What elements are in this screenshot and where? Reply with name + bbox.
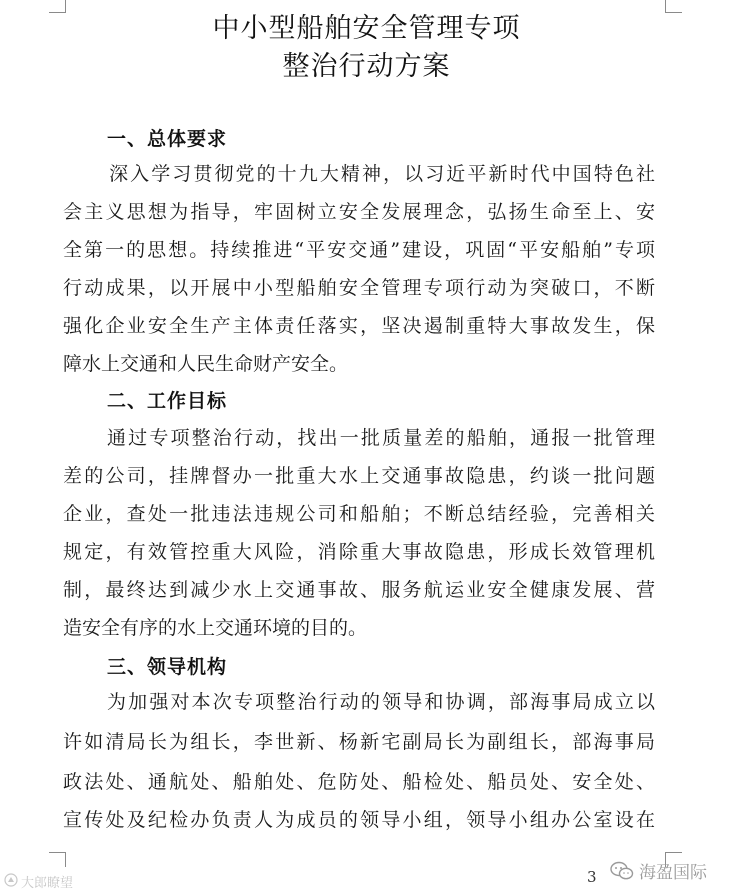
watermark-left xyxy=(4,872,73,891)
watermark-right-text: 海盈国际 xyxy=(639,863,707,883)
paragraph-line: 障水上交通和人民生命财产安全。 xyxy=(63,353,349,375)
paragraph-line: 全第一的思想。持续推进“平安交通”建设，巩固“平安船舶”专项 xyxy=(63,239,655,261)
page-number: 3 xyxy=(587,868,597,886)
watermark-left-icon xyxy=(4,873,18,891)
paragraph-line: 企业，查处一批违法违规公司和船舶；不断总结经验，完善相关 xyxy=(63,503,655,525)
watermark-left-text: 大郎瞭望 xyxy=(21,876,74,891)
document-title-line-2: 整治行动方案 xyxy=(282,51,451,82)
watermark-right xyxy=(610,858,707,883)
section-heading-2: 二、工作目标 xyxy=(107,390,228,412)
paragraph-line: 差的公司，挂牌督办一批重大水上交通事故隐患，约谈一批问题 xyxy=(63,465,655,487)
section-heading-3: 三、领导机构 xyxy=(107,656,228,678)
paragraph-line: 深入学习贯彻党的十九大精神，以习近平新时代中国特色社 xyxy=(107,163,655,185)
paragraph-line: 宣传处及纪检办负责人为成员的领导小组，领导小组办公室设在 xyxy=(63,809,655,831)
document-title-line-1: 中小型船舶安全管理专项 xyxy=(212,13,521,44)
crop-mark-bottom-left xyxy=(49,852,66,867)
paragraph-line: 规定，有效管控重大风险，消除重大事故隐患，形成长效管理机 xyxy=(63,541,655,563)
section-heading-1: 一、总体要求 xyxy=(107,128,228,150)
paragraph-line: 为加强对本次专项整治行动的领导和协调，部海事局成立以 xyxy=(107,691,655,713)
paragraph-line: 行动成果，以开展中小型船舶安全管理专项行动为突破口，不断 xyxy=(63,277,655,299)
paragraph-line: 政法处、通航处、船舶处、危防处、船检处、船员处、安全处、 xyxy=(63,771,655,793)
paragraph-line: 造安全有序的水上交通环境的目的。 xyxy=(63,617,368,639)
paragraph-line: 会主义思想为指导，牢固树立安全发展理念，弘扬生命至上、安 xyxy=(63,201,655,223)
wechat-icon xyxy=(610,861,634,881)
paragraph-line: 许如清局长为组长，李世新、杨新宅副局长为副组长，部海事局 xyxy=(63,731,655,753)
paragraph-line: 通过专项整治行动，找出一批质量差的船舶，通报一批管理 xyxy=(107,427,655,449)
paragraph-line: 强化企业安全生产主体责任落实，坚决遏制重特大事故发生，保 xyxy=(63,315,655,337)
paragraph-line: 制，最终达到减少水上交通事故、服务航运业安全健康发展、营 xyxy=(63,579,655,601)
